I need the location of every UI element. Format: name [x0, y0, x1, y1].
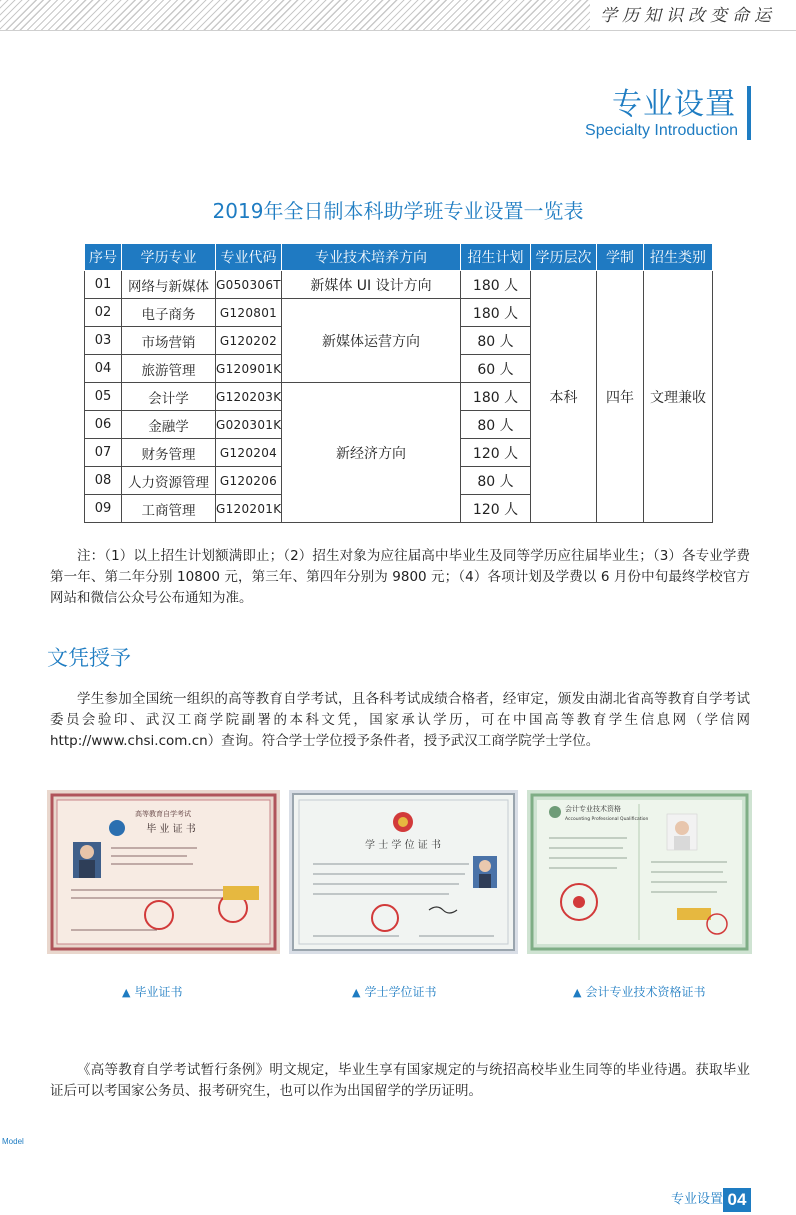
header-cell: 学历层次: [531, 244, 597, 271]
row-number: 04: [85, 355, 122, 383]
accounting-certificate-image: [527, 790, 752, 954]
cert1-top-line: 高等教育自学考试: [135, 810, 191, 818]
cert3-english: Accounting Professional Qualification: [565, 817, 649, 822]
row-major: 会计学: [122, 383, 216, 411]
row-code: G120901K: [216, 355, 282, 383]
caption-text: 毕业证书: [134, 985, 183, 999]
cert1-heading: 毕 业 证 书: [146, 824, 196, 835]
cert2-heading: 学 士 学 位 证 书: [365, 840, 441, 851]
caption-graduation-certificate: [122, 985, 182, 1000]
footer-section-label: 专业设置: [671, 1192, 724, 1207]
row-direction: 新媒体 UI 设计方向: [282, 271, 461, 299]
triangle-up-icon: ▲: [573, 986, 582, 999]
table-row: [85, 271, 713, 299]
row-major: 人力资源管理: [122, 467, 216, 495]
section-title-bar: [747, 86, 751, 140]
header-cell: 学制: [597, 244, 644, 271]
row-number: 05: [85, 383, 122, 411]
row-plan: 80 人: [461, 411, 531, 439]
graduation-certificate-image: [47, 790, 280, 954]
cert3-heading: 会计专业技术资格: [565, 805, 621, 813]
row-major: 旅游管理: [122, 355, 216, 383]
row-plan: 80 人: [461, 327, 531, 355]
row-major: 网络与新媒体: [122, 271, 216, 299]
header-cell: 招生计划: [461, 244, 531, 271]
row-plan: 180 人: [461, 383, 531, 411]
header-rule: [0, 30, 796, 31]
row-code: G050306T: [216, 271, 282, 299]
enrollment-category: 文理兼收: [644, 271, 713, 523]
row-code: G120204: [216, 439, 282, 467]
row-plan: 120 人: [461, 439, 531, 467]
side-tag: Model: [2, 1137, 24, 1146]
row-plan: 180 人: [461, 271, 531, 299]
row-plan: 120 人: [461, 495, 531, 523]
diploma-heading: 文凭授予: [47, 646, 131, 670]
page-number: 04: [723, 1188, 751, 1212]
row-plan: 180 人: [461, 299, 531, 327]
row-code: G020301K: [216, 411, 282, 439]
triangle-up-icon: ▲: [122, 986, 131, 999]
row-plan: 80 人: [461, 467, 531, 495]
caption-degree-certificate: [352, 985, 436, 1000]
header-cell: 学历专业: [122, 244, 216, 271]
header-stripe: [0, 0, 590, 30]
section-title: 专业设置: [612, 87, 736, 122]
row-code: G120206: [216, 467, 282, 495]
caption-accounting-certificate: [573, 985, 705, 1000]
table-note: 注：（1）以上招生计划额满即止；（2）招生对象为应往届高中毕业生及同等学历应往届毕业生；（3）各专业学费第一年、第二年分别 10800 元，第三年、第四年分别为 9800 元；（4）各项计划及学费以 6 月份中旬最终学校官方网站和微信公众号公布通知为准。: [50, 548, 750, 606]
row-major: 市场营销: [122, 327, 216, 355]
row-number: 09: [85, 495, 122, 523]
row-major: 工商管理: [122, 495, 216, 523]
row-plan: 60 人: [461, 355, 531, 383]
caption-text: 学士学位证书: [364, 985, 437, 999]
row-major: 财务管理: [122, 439, 216, 467]
diploma-paragraph: 学生参加全国统一组织的高等教育自学考试，且各科考试成绩合格者，经审定，颁发由湖北省高等教育自学考试委员会验印、武汉工商学院副署的本科文凭，国家承认学历，可在中国高等教育学生信息网（学信网 http://www.chsi.com.cn）查询。符合学士学位授予条件者，授予武汉工商学院学士学位。: [50, 691, 750, 749]
row-major: 金融学: [122, 411, 216, 439]
degree-level: 本科: [531, 271, 597, 523]
triangle-up-icon: ▲: [352, 986, 361, 999]
row-number: 07: [85, 439, 122, 467]
specialty-table: [84, 243, 713, 523]
table-title: 2019年全日制本科助学班专业设置一览表: [212, 199, 584, 223]
row-code: G120202: [216, 327, 282, 355]
row-code: G120801: [216, 299, 282, 327]
row-code: G120203K: [216, 383, 282, 411]
header-cell: 招生类别: [644, 244, 713, 271]
table-header-row: [85, 244, 713, 271]
regulation-paragraph: 《高等教育自学考试暂行条例》明文规定，毕业生享有国家规定的与统招高校毕业生同等的毕业待遇。获取毕业证后可以考国家公务员、报考研究生，也可以作为出国留学的学历证明。: [50, 1062, 750, 1099]
row-number: 08: [85, 467, 122, 495]
header-cell: 专业代码: [216, 244, 282, 271]
row-number: 01: [85, 271, 122, 299]
caption-text: 会计专业技术资格证书: [585, 985, 706, 999]
section-subtitle: Specialty Introduction: [585, 122, 738, 139]
row-number: 03: [85, 327, 122, 355]
row-direction: 新媒体运营方向: [282, 299, 461, 383]
row-major: 电子商务: [122, 299, 216, 327]
row-direction: 新经济方向: [282, 383, 461, 523]
row-code: G120201K: [216, 495, 282, 523]
row-number: 06: [85, 411, 122, 439]
header-slogan: 学历知识改变命运: [600, 6, 776, 26]
degree-certificate-image: [289, 790, 518, 954]
header-cell: 专业技术培养方向: [282, 244, 461, 271]
study-duration: 四年: [597, 271, 644, 523]
row-number: 02: [85, 299, 122, 327]
header-cell: 序号: [85, 244, 122, 271]
